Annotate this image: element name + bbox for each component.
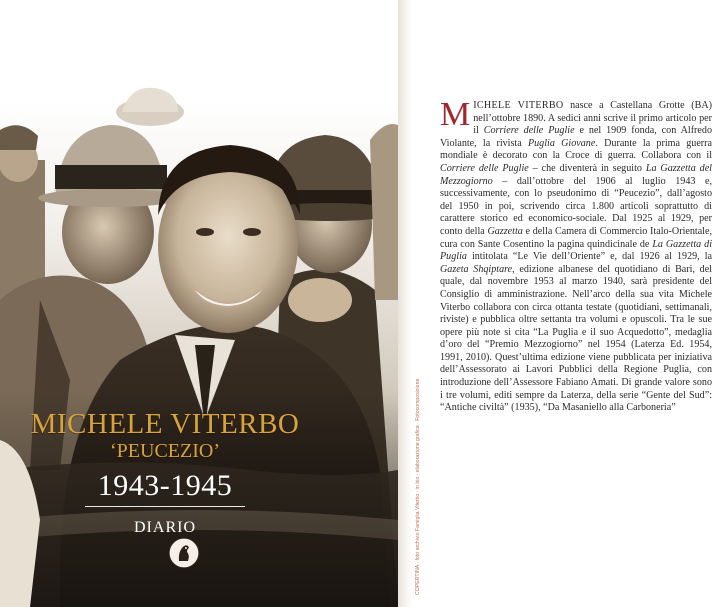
bio-text: nasce a Castellana Grotte (BA) nell’ottobre 1890. A sedici anni scrive il primo articolo per il	[473, 100, 712, 137]
bio-text: , edizione albanese del quotidiano di Bari, del quale, dal novembre 1953 al marzo 1940, sarà presidente del Consiglio di amministrazione. Nell’arco della sua vita Michele Viterbo collabora con circa ottanta testate (quotidiani, settimanali, riviste) e pubblica oltre settanta tra volumi e opuscoli. Tra le sue opere più note si cita “La Puglia e il suo Acquedotto”, medaglia d’oro del “Premio Mezzogiorno” nel 1954 (Laterza Ed. 1954, 1991, 2010). Quest’ultima edizione viene pubblicata per iniziativa dell’Assessorato ai Lavori Pubblici della Regione Puglia, con introduzione dell’Assessore Fabiano Amati. Di grande valore sono i tre volumi, editi sempre da Laterza, della serie “Gente del Sud”: “Antiche civiltà” (1935), “Da Masaniello alla Carboneria”	[440, 263, 712, 414]
bio-text: intitolata “Le Vie dell’Oriente” e, dal 1926 al 1929, la	[466, 251, 712, 263]
cover-years: 1943-1945	[97, 469, 233, 502]
bio-text: . Durante la prima guerra mondiale è decorato con la Croce di guerra. Collabora con il	[440, 137, 713, 162]
bio-text: e nel 1909 fonda, con Alfredo Violante, la rivista	[440, 125, 712, 149]
book-spine	[398, 0, 412, 607]
bio-name-small-caps: ICHELE VITERBO	[473, 100, 564, 111]
drop-cap: M	[440, 96, 471, 133]
bio-periodical-title: Corriere delle Puglie	[483, 125, 575, 137]
bio-periodical-title: La Gazzetta del Mezzogiorno	[440, 162, 712, 187]
bio-periodical-title: Gazzetta	[487, 225, 523, 237]
bio-text: – dall’ottobre del 1906 al luglio 1943 e, successivamente, con lo pseudonimo di “Peucezio”, dall’agosto del 1950 in poi, scrivendo circa 1.800 articoli soprattutto di carattere storico ed economico-sociale. Dal 1925 al 1929, per conto della	[440, 175, 712, 237]
back-flap-biography	[440, 96, 713, 415]
biography-paragraph	[440, 96, 713, 415]
bio-text: e della Camera di Commercio Italo-Orientale, cura con Sante Cosentino la pagina quindicinale de	[440, 225, 712, 250]
cover-genre: DIARIO	[134, 519, 196, 536]
cover-pseudonym: ‘PEUCEZIO’	[110, 440, 220, 462]
publisher-logo-icon	[168, 537, 200, 569]
spine-credit-text: COPERTINA · foto archivio Famiglia Viterbo · in bio · elaborazione grafica · Fotocomposizione	[415, 378, 421, 595]
bio-periodical-title: La Gazzetta di Puglia	[440, 238, 712, 263]
cover-author-name: MICHELE VITERBO	[30, 408, 300, 440]
bio-periodical-title: Gazeta Shqiptare	[440, 263, 513, 275]
years-divider	[85, 506, 245, 507]
bio-periodical-title: Corriere delle Puglie	[440, 162, 529, 174]
bio-text: – che diventerà in seguito	[528, 162, 646, 174]
cover-title-block	[0, 398, 330, 537]
bio-periodical-title: Puglia Giovane	[527, 137, 596, 149]
